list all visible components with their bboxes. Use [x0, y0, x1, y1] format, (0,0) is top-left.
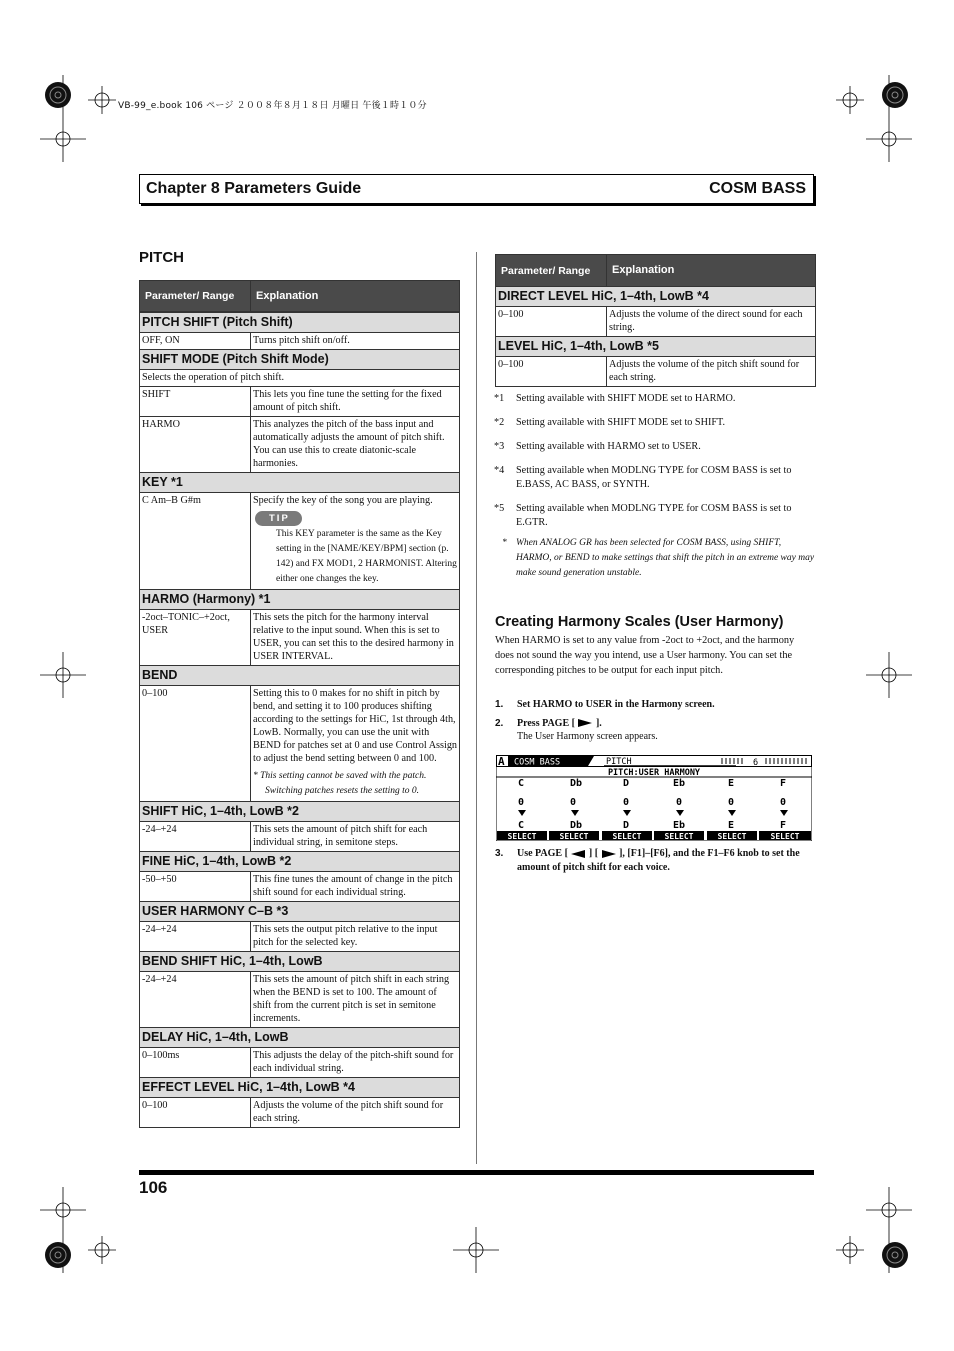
step-number: 1.: [495, 699, 504, 710]
target-mark: [45, 82, 71, 108]
chapter-section: COSM BASS: [709, 180, 806, 197]
param-desc: This sets the pitch for the harmony interval relative to the input sound. When this is set to USER, you can set this to the desired harmony in USER INTERVAL.: [251, 610, 460, 666]
param-range: OFF, ON: [140, 333, 251, 350]
step-text: Set HARMO to USER in the Harmony screen.: [517, 699, 715, 710]
param-desc: This sets the amount of pitch shift in each string when the BEND is set to 100. The amount of shift from the current pitch is set in semitone increments.: [251, 972, 460, 1028]
param-desc: This fine tunes the amount of change in the pitch shift sound for each individual string.: [251, 872, 460, 902]
step-text-pre: Press PAGE [: [517, 717, 575, 729]
footnote-text: Setting available with SHIFT MODE set to HARMO.: [516, 393, 736, 404]
footnote-text: Setting available when MODLNG TYPE for COSM BASS is set to E.BASS, AC BASS, or SYNTH.: [516, 465, 792, 490]
param-desc: Adjusts the volume of the pitch shift sound for each string.: [607, 357, 816, 387]
table-header-range: Parameter/ Range: [496, 255, 607, 287]
footnote-mark: *5: [494, 503, 505, 514]
footnote-mark: *2: [494, 417, 505, 428]
lcd-select-button: SELECT: [612, 832, 642, 841]
param-range: -50–+50: [140, 872, 251, 902]
param-desc: This sets the amount of pitch shift for each individual string, in semitone steps.: [251, 822, 460, 852]
footnote: [494, 416, 816, 430]
footnote-mark: *: [502, 538, 507, 548]
lcd-patch-letter: A: [498, 755, 505, 768]
chapter-title: Chapter 8 Parameters Guide: [146, 180, 362, 197]
table-header-explanation: Explanation: [607, 255, 816, 287]
page-number: 106: [139, 1178, 168, 1197]
param-title: PITCH SHIFT (Pitch Shift): [140, 313, 460, 333]
param-range: -24–+24: [140, 822, 251, 852]
param-title: FINE HiC, 1–4th, LowB *2: [140, 852, 460, 872]
lcd-subtab: PITCH: [606, 757, 632, 767]
param-title: EFFECT LEVEL HiC, 1–4th, LowB *4: [140, 1078, 460, 1098]
step-result: The User Harmony screen appears.: [517, 731, 658, 742]
step-1: [495, 698, 815, 712]
param-range: -2oct–TONIC–+2oct, USER: [140, 610, 251, 666]
footnote-mark: *4: [494, 465, 505, 476]
param-title: KEY *1: [140, 473, 460, 493]
column-divider: [476, 252, 477, 1164]
lcd-value: 0: [676, 797, 683, 808]
lcd-select-button: SELECT: [664, 832, 694, 841]
lcd-note-bottom: C: [518, 820, 525, 831]
param-range: SHIFT: [140, 387, 251, 417]
lcd-function-buttons: [497, 831, 811, 841]
level-parameter-table: [495, 254, 816, 387]
page-left-icon: [570, 849, 586, 859]
lcd-tab: COSM BASS: [514, 757, 561, 768]
lcd-note-top: C: [518, 778, 525, 789]
lcd-value: 0: [570, 797, 577, 808]
lcd-note-top: Db: [570, 778, 583, 789]
lcd-page-number: 6: [753, 758, 759, 768]
param-desc: This sets the output pitch relative to the input pitch for the selected key.: [251, 922, 460, 952]
param-range: HARMO: [140, 417, 251, 473]
chapter-header: [139, 174, 814, 204]
step-text-pre: Use PAGE [: [517, 848, 568, 859]
param-note: * This setting cannot be saved with the patch. Switching patches resets the setting to 0.: [253, 771, 427, 796]
param-title: SHIFT MODE (Pitch Shift Mode): [140, 350, 460, 370]
step-number: 2.: [495, 717, 504, 729]
footnote: [494, 440, 816, 454]
crosshair-mark: [40, 652, 86, 698]
param-range: 0–100ms: [140, 1048, 251, 1078]
body-paragraph: When HARMO is set to any value from -2oct to +2oct, and the harmony does not sound the way you intend, use a User harmony. You can set the corresponding pitches to be output for each input pitch.: [495, 635, 795, 676]
param-range: -24–+24: [140, 972, 251, 1028]
step-3: [495, 847, 815, 874]
param-title: BEND: [140, 666, 460, 686]
param-desc: Adjusts the volume of the direct sound for each string.: [607, 307, 816, 337]
page-right-icon: [577, 718, 593, 728]
lcd-note-top: D: [623, 778, 630, 789]
lcd-user-harmony-screen: [496, 755, 812, 841]
steps: [495, 698, 815, 749]
param-desc-cell: [251, 493, 460, 590]
footnotes: [494, 392, 816, 591]
lcd-select-button: SELECT: [770, 832, 800, 841]
footnote-text: Setting available with HARMO set to USER.: [516, 441, 701, 452]
footnote-mark: *1: [494, 393, 505, 404]
crosshair-mark: [836, 86, 864, 114]
lcd-screen-title: PITCH:USER HARMONY: [607, 768, 701, 778]
lcd-note-bottom: Db: [570, 820, 583, 831]
target-mark: [882, 1242, 908, 1268]
param-desc: Adjusts the volume of the pitch shift sound for each string.: [251, 1098, 460, 1128]
table-header-explanation: Explanation: [251, 281, 460, 312]
footnote-text: When ANALOG GR has been selected for COSM BASS, using SHIFT, HARMO, or BEND to make settings that shift the pitch in an extreme way may make sound generation unstable.: [516, 538, 815, 578]
step-text-post: ], [F1]–[F6], and the F1–F6 knob to set the amount of pitch shift for each voice.: [517, 848, 800, 873]
param-range: C Am–B G#m: [140, 493, 251, 590]
lcd-note-top: F: [780, 778, 787, 789]
lcd-note-bottom: F: [780, 820, 787, 831]
step-text-mid: ] [: [588, 848, 599, 859]
param-range: -24–+24: [140, 922, 251, 952]
crosshair-mark: [88, 1236, 116, 1264]
section-title: PITCH: [139, 249, 184, 266]
page-right-icon: [601, 849, 617, 859]
crosshair-mark: [453, 1227, 499, 1273]
param-title: BEND SHIFT HiC, 1–4th, LowB: [140, 952, 460, 972]
footnote-caution: [494, 536, 816, 581]
tip-text: This KEY parameter is the same as the Key setting in the [NAME/KEY/BPM] section (p. 142) and FX MOD1, 2 HARMONIST. Altering either one changes the key.: [276, 529, 457, 584]
footnote-text: Setting available with SHIFT MODE set to SHIFT.: [516, 417, 726, 428]
crosshair-mark: [88, 86, 116, 114]
step-number: 3.: [495, 848, 504, 859]
footnote: [494, 464, 816, 492]
tip-badge: TIP: [255, 511, 302, 526]
lcd-note-bottom: D: [623, 820, 630, 831]
param-title: HARMO (Harmony) *1: [140, 590, 460, 610]
param-title: LEVEL HiC, 1–4th, LowB *5: [496, 337, 816, 357]
footnote-mark: *3: [494, 441, 505, 452]
param-range: 0–100: [496, 357, 607, 387]
lcd-select-button: SELECT: [507, 832, 537, 841]
param-desc-cell: [251, 686, 460, 802]
lcd-note-bottom: E: [728, 820, 735, 831]
footnote: [494, 392, 816, 406]
footnote-text: Setting available when MODLNG TYPE for COSM BASS is set to E.GTR.: [516, 503, 792, 528]
lcd-note-bottom: Eb: [673, 820, 686, 831]
lcd-select-button: SELECT: [559, 832, 589, 841]
lcd-select-button: SELECT: [717, 832, 747, 841]
param-title: DIRECT LEVEL HiC, 1–4th, LowB *4: [496, 287, 816, 307]
lcd-note-top: Eb: [673, 778, 686, 789]
param-desc: This adjusts the delay of the pitch-shift sound for each individual string.: [251, 1048, 460, 1078]
crosshair-mark: [836, 1236, 864, 1264]
lcd-value: 0: [623, 797, 630, 808]
lcd-value: 0: [518, 797, 525, 808]
subsection-title: Creating Harmony Scales (User Harmony): [495, 614, 784, 630]
lcd-note-top: E: [728, 778, 735, 789]
param-desc: This lets you fine tune the setting for the fixed amount of pitch shift.: [251, 387, 460, 417]
table-header-range: Parameter/ Range: [140, 281, 251, 312]
param-desc: Setting this to 0 makes for no shift in pitch by bend, and setting it to 100 produces shifting according to the settings for HiC, 1st through 4th, LowB. Normally, you can use the unit with BEND for patches set at 0 and use Control Assign to adjust the bend setting between 0 and 100.: [253, 688, 458, 764]
pitch-parameter-table: [139, 280, 460, 1128]
param-title: USER HARMONY C–B *3: [140, 902, 460, 922]
param-desc: Specify the key of the song you are playing.: [253, 495, 433, 506]
steps-continued: [495, 847, 815, 879]
footnote: [494, 502, 816, 530]
lcd-value: 0: [728, 797, 735, 808]
step-2: [495, 717, 815, 744]
crosshair-mark: [866, 652, 912, 698]
target-mark: [45, 1242, 71, 1268]
step-text-post: ].: [595, 717, 602, 729]
lcd-title-bar: [497, 755, 812, 768]
page-footer-rule: [139, 1170, 814, 1175]
param-range: 0–100: [140, 1098, 251, 1128]
param-desc: Selects the operation of pitch shift.: [140, 370, 460, 387]
lcd-value: 0: [780, 797, 787, 808]
print-header: VB-99_e.book 106 ページ ２００８年８月１８日 月曜日 午後１時１０分: [118, 101, 427, 111]
param-title: SHIFT HiC, 1–4th, LowB *2: [140, 802, 460, 822]
target-mark: [882, 82, 908, 108]
param-desc: This analyzes the pitch of the bass input and automatically adjusts the amount of pitch shift. You can use this to create diatonic-scale harmonies.: [251, 417, 460, 473]
param-title: DELAY HiC, 1–4th, LowB: [140, 1028, 460, 1048]
param-desc: Turns pitch shift on/off.: [251, 333, 460, 350]
param-range: 0–100: [140, 686, 251, 802]
param-range: 0–100: [496, 307, 607, 337]
